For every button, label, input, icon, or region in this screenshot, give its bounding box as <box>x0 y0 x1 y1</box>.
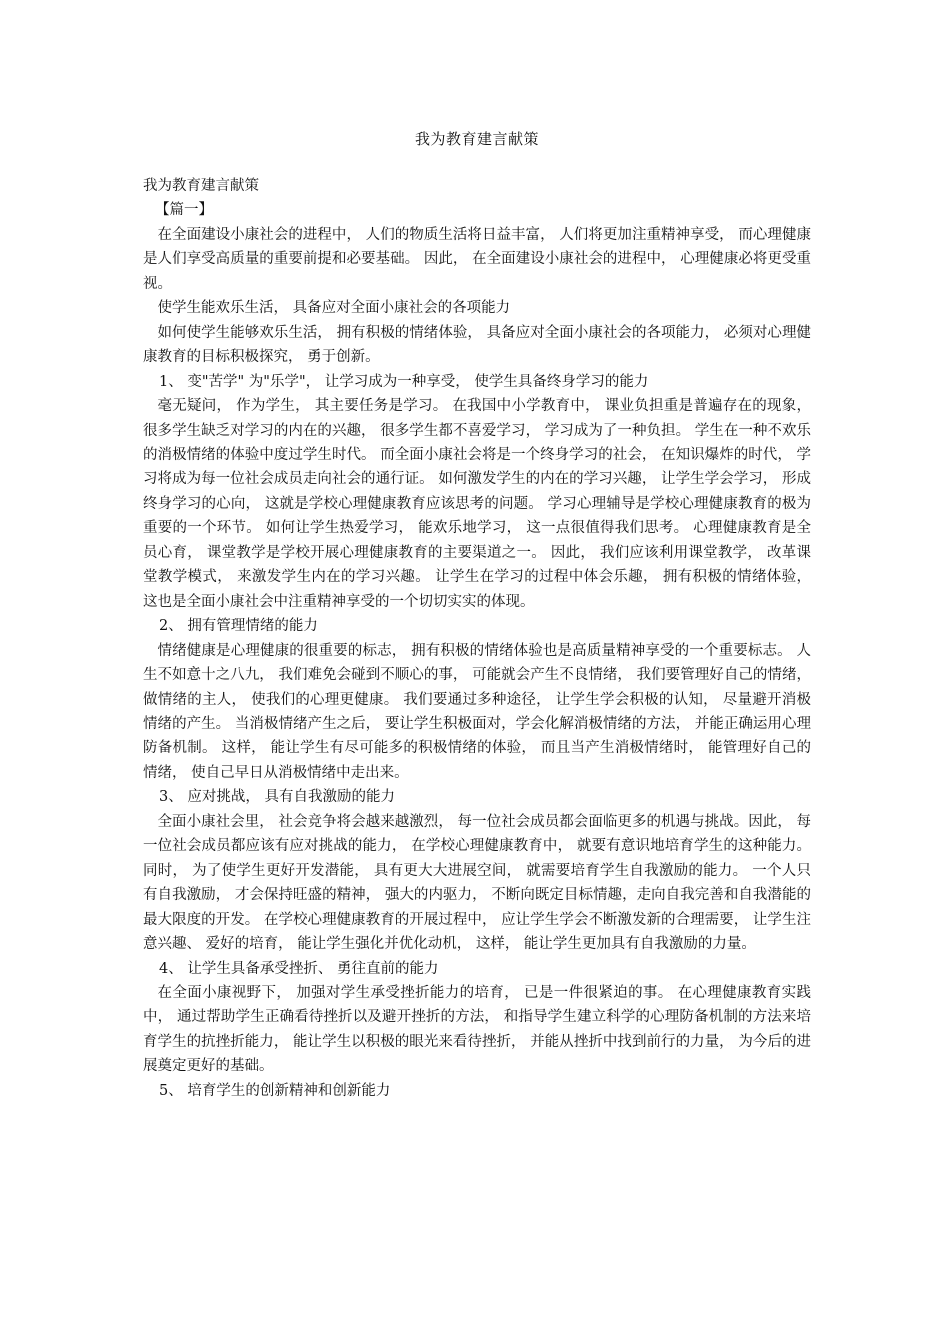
section-heading: 3、 应对挑战， 具有自我激励的能力 <box>159 789 395 806</box>
section-heading: 4、 让学生具备承受挫折、 勇往直前的能力 <box>159 960 439 977</box>
paragraph: 毫无疑问， 作为学生， 其主要任务是学习。 在我国中小学教育中， 课业负担重是普遍存在的现象， 很多学生缺乏对学习的内在的兴趣， 很多学生都不喜爱学习， 学习成为了一种负担。 学生在一种不欢乐的消极情绪的体验中度过学生时代。 而全面小康社会将是一个终身学习的社会， 在知识爆炸的时代， 学习将成为每一位社会成员走向社会的通行证。 如何激发学生的内在的学习兴趣， 让学生学会学习， 形成终身学习的心向， 这就是学校心理健康教育应该思考的问题。 学习心理辅导是学校心理健康教育的极为重要的一个环节。 如何让学生热爱学习， 能欢乐地学习， 这一点很值得我们思考。 心理健康教育是全员心育， 课堂教学是学校开展心理健康教育的主要渠道之一。 因此， 我们应该利用课堂教学， 改革课堂教学模式， 来激发学生内在的学习兴趣。 让学生在学习的过程中体会乐趣， 拥有积极的情绪体验， 这也是全面小康社会中注重精神享受的一个切切实实的体现。 <box>143 398 811 610</box>
section-tag: 【篇一】 <box>155 202 213 219</box>
paragraph: 使学生能欢乐生活， 具备应对全面小康社会的各项能力 <box>157 300 511 317</box>
section-heading: 1、 变"苦学" 为"乐学"， 让学习成为一种享受， 使学生具备终身学习的能力 <box>159 373 649 390</box>
paragraph: 全面小康社会里， 社会竞争将会越来越激烈， 每一位社会成员都会面临更多的机遇与挑战。因此， 每一位社会成员都应该有应对挑战的能力， 在学校心理健康教育中， 就要有意识地培育学生的这种能力。 同时， 为了使学生更好开发潜能， 具有更大大进展空间， 就需要培育学生自我激励的能力。 一个人只有自我激励， 才会保持旺盛的精神， 强大的内驱力， 不断向既定目标情趣，走向自我完善和自我潜能的最大限度的开发。 在学校心理健康教育的开展过程中， 应让学生学会不断激发新的合理需要， 让学生注意兴趣、 爱好的培育， 能让学生强化并优化动机， 这样， 能让学生更加具有自我激励的力量。 <box>143 813 811 953</box>
document-title: 我为教育建言献策 <box>414 130 539 148</box>
section-heading: 2、 拥有管理情绪的能力 <box>159 618 318 635</box>
section-heading: 5、 培育学生的创新精神和创新能力 <box>159 1082 391 1099</box>
document-body <box>143 174 811 1103</box>
paragraph: 在全面建设小康社会的进程中， 人们的物质生活将日益丰富， 人们将更加注重精神享受， 而心理健康是人们享受高质量的重要前提和必要基础。 因此， 在全面建设小康社会的进程中， 心理健康必将更受重视。 <box>143 226 811 292</box>
paragraph: 情绪健康是心理健康的很重要的标志， 拥有积极的情绪体验也是高质量精神享受的一个重要标志。 人生不如意十之八九， 我们难免会碰到不顺心的事， 可能就会产生不良情绪， 我们要管理好自己的情绪， 做情绪的主人， 使我们的心理更健康。 我们要通过多种途径， 让学生学会积极的认知， 尽量避开消极情绪的产生。 当消极情绪产生之后， 要让学生积极面对，学会化解消极情绪的方法， 并能正确运用心理防备机制。 这样， 能让学生有尽可能多的积极情绪的体验， 而且当产生消极情绪时， 能管理好自己的情绪， 使自己早日从消极情绪中走出来。 <box>143 642 811 781</box>
paragraph: 在全面小康视野下， 加强对学生承受挫折能力的培育， 已是一件很紧迫的事。 在心理健康教育实践中， 通过帮助学生正确看待挫折以及避开挫折的方法， 和指导学生建立科学的心理防备机制的方法来培育学生的抗挫折能力， 能让学生以积极的眼光来看待挫折， 并能从挫折中找到前行的力量， 为今后的进展奠定更好的基础。 <box>143 984 811 1075</box>
paragraph: 如何使学生能够欢乐生活， 拥有积极的情绪体验， 具备应对全面小康社会的各项能力， 必须对心理健康教育的目标积极探究， 勇于创新。 <box>143 324 811 366</box>
document-subtitle: 我为教育建言献策 <box>143 178 259 194</box>
